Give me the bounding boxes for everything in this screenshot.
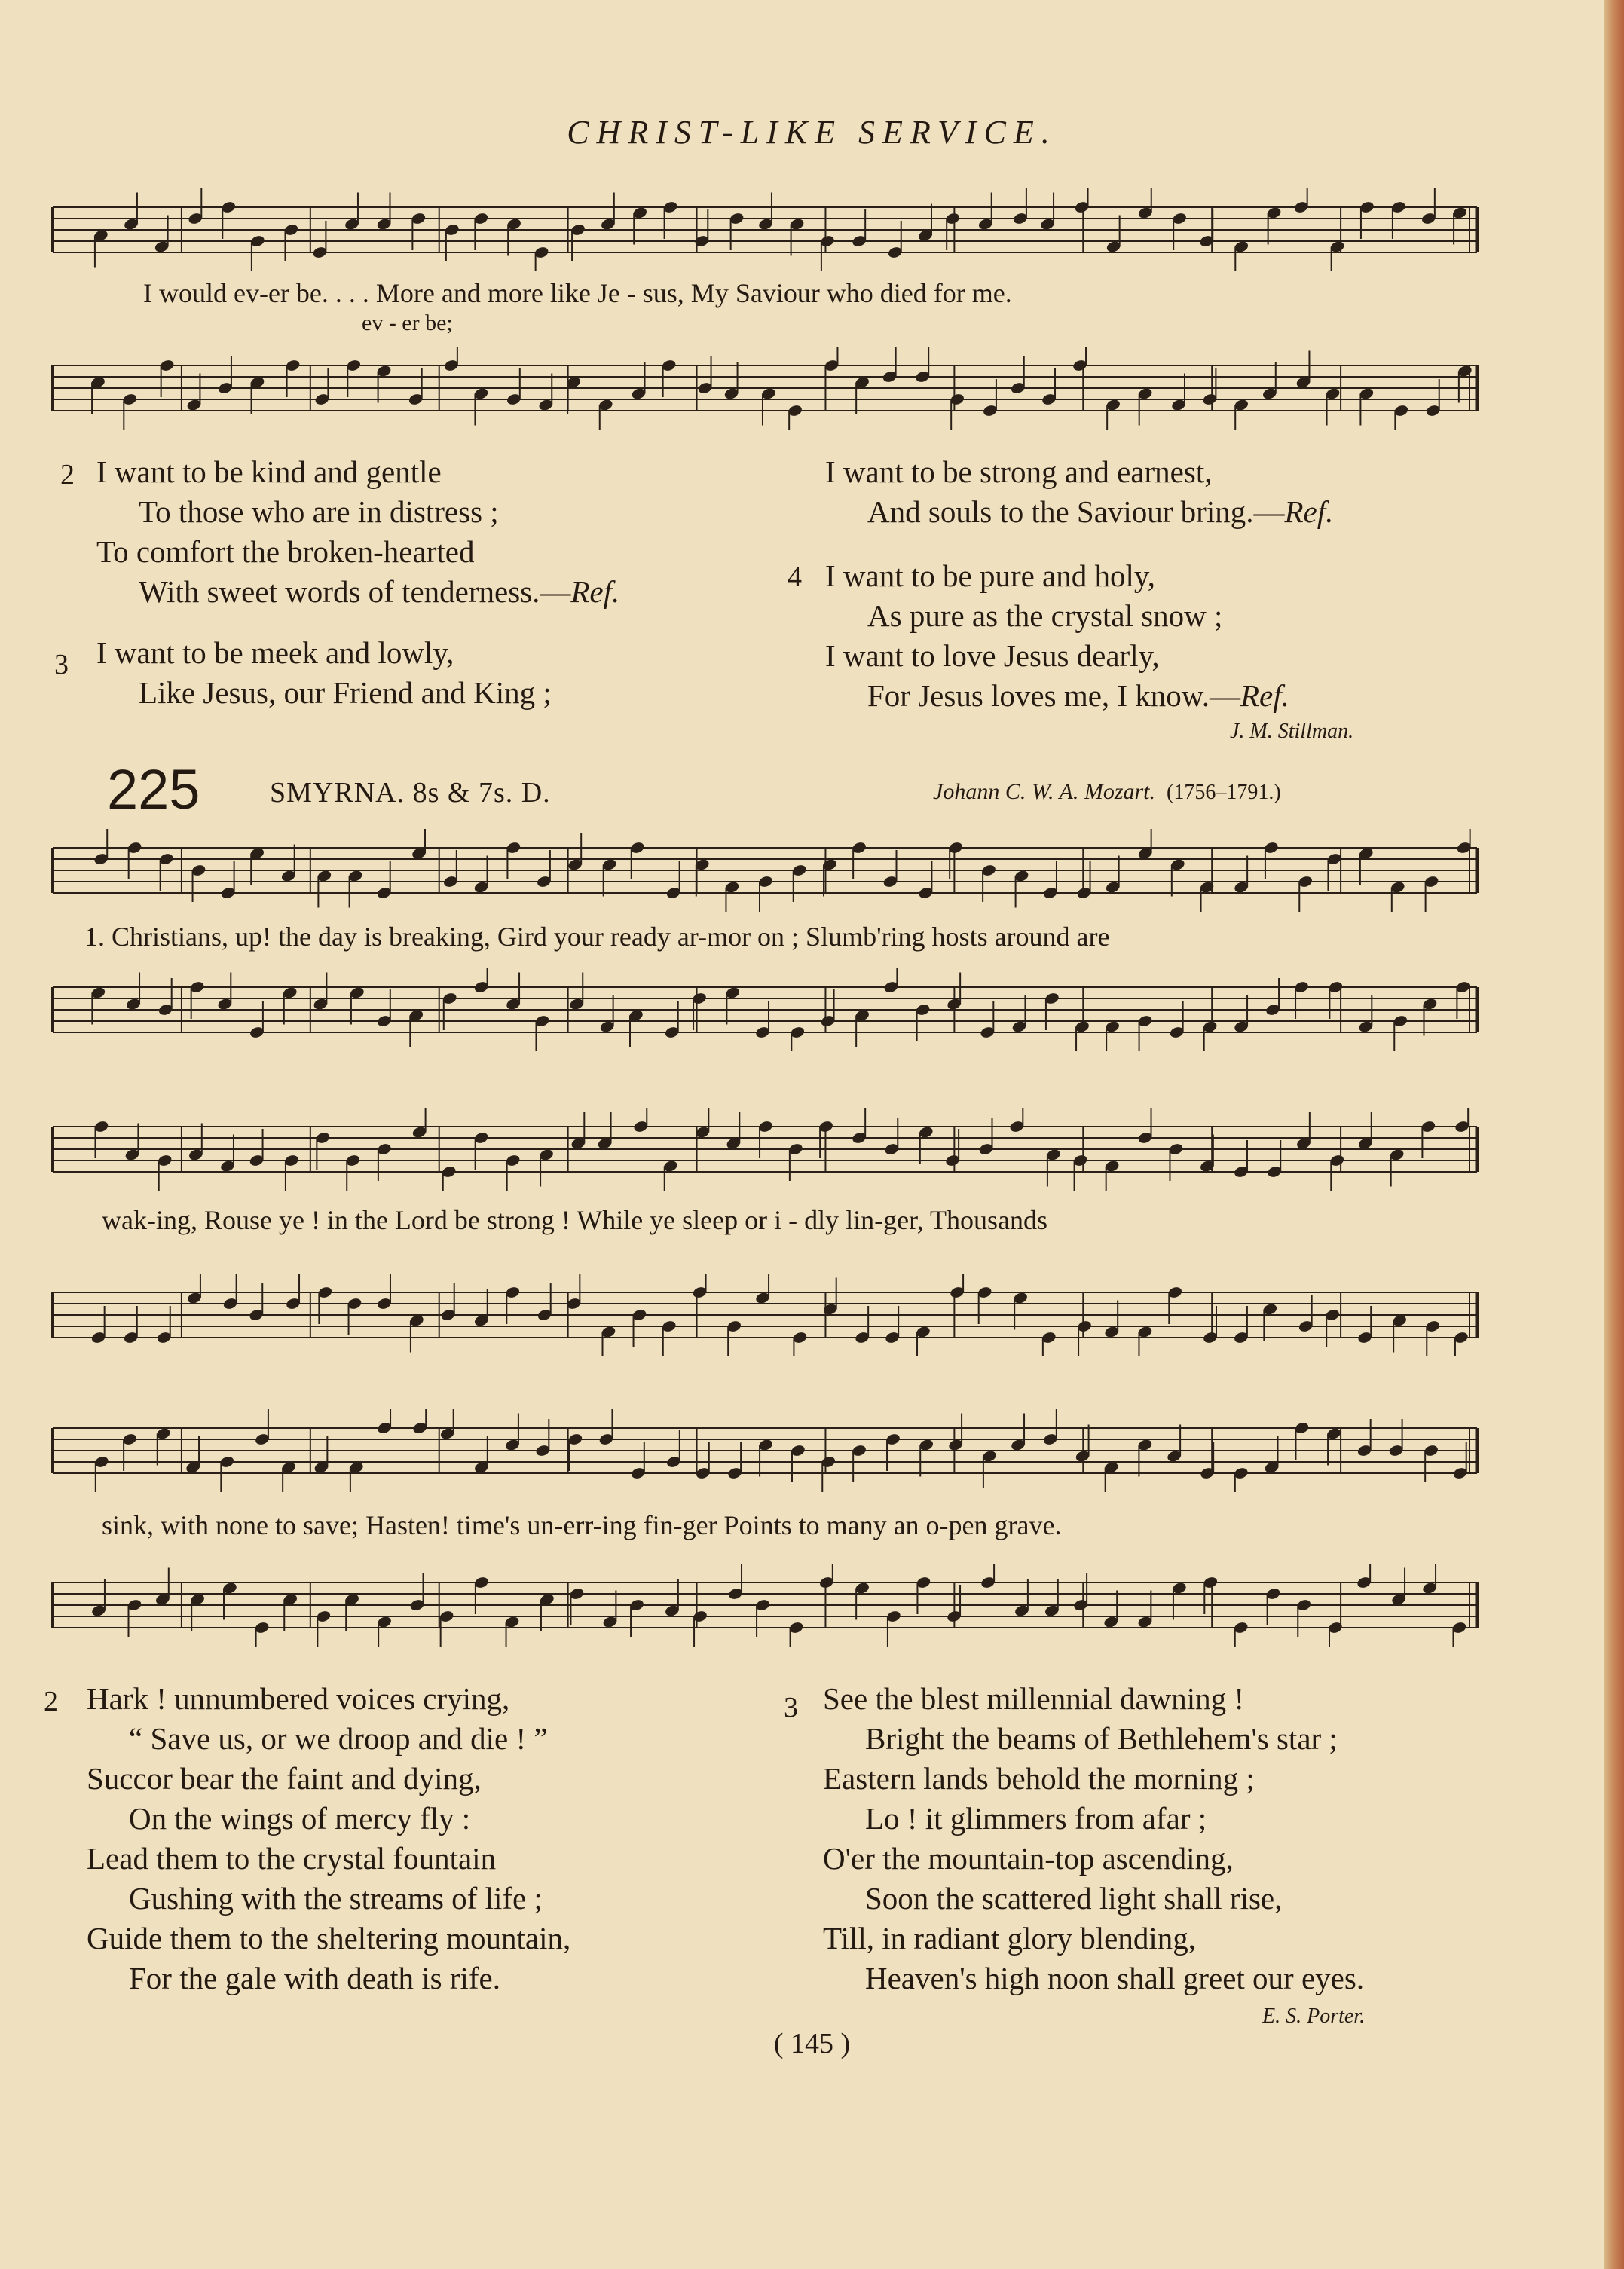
system-3-bass-staff [45, 1564, 1492, 1647]
hymn-verse-3: See the blest millennial dawning ! Bright the beams of Bethlehem's star ; Eastern lands behold the morning ; Lo ! it glimmers from afar ; O'er the mountain-top ascending, Soon the scattered light shall rise, Till, in radiant glory blending, Heaven's high noon shall greet our eyes. [823, 1681, 1365, 1995]
page-number: ( 145 ) [773, 2028, 851, 2060]
prev-verse-3-second-half: I want to be strong and earnest, And souls to the Saviour bring.—Ref. [825, 454, 1334, 529]
refrain-bass-staff [45, 347, 1492, 430]
page-edge [1604, 0, 1624, 2269]
refrain-lyric-soprano: I would ev-er be. . . . More and more like Je - sus, My Saviour who died for me. [143, 278, 1012, 308]
prev-verse-3-first-half: I want to be meek and lowly, Like Jesus, our Friend and King ; [96, 635, 552, 710]
system-1-bass-staff [45, 968, 1492, 1051]
system-1-lyric: 1. Christians, up! the day is breaking, Gird your ready ar-mor on ; Slumb'ring hosts around are [84, 922, 1110, 952]
hymn-author: E. S. Porter. [1262, 2004, 1366, 2028]
system-1-treble-staff [45, 829, 1492, 912]
tune-name: SMYRNA. 8s & 7s. D. [270, 777, 551, 809]
refrain-treble-staff [45, 188, 1492, 271]
hymn-number: 225 [107, 758, 200, 821]
hymn-verse-number-3: 3 [784, 1692, 798, 1723]
system-2-lyric: wak-ing, Rouse ye ! in the Lord be strong ! While ye sleep or i - dly lin-ger, Thousands [102, 1205, 1047, 1235]
system-3-treble-staff [45, 1409, 1492, 1492]
system-2-bass-staff [45, 1274, 1492, 1356]
verse-number-3: 3 [54, 649, 69, 680]
refrain-lyric-alto: ev - er be; [362, 310, 453, 335]
verse-number-4: 4 [788, 561, 802, 593]
hymn-verse-number-2: 2 [44, 1686, 58, 1717]
prev-hymn-author: J. M. Stillman. [1230, 720, 1354, 743]
prev-verse-4: I want to be pure and holy, As pure as the crystal snow ; I want to love Jesus dearly, For Jesus loves me, I know.—Ref. [825, 558, 1289, 713]
verse-number-2: 2 [60, 459, 75, 491]
composer: Johann C. W. A. Mozart. (1756–1791.) [933, 779, 1281, 804]
hymn-verse-2: Hark ! unnumbered voices crying, “ Save us, or we droop and die ! ” Succor bear the faint and dying, On the wings of mercy fly : Lead them to the crystal fountain Gushing with the streams of life ; Guide them to the sheltering mountain, For the gale with death is rife. [87, 1681, 571, 1995]
prev-verse-2: I want to be kind and gentle To those who are in distress ; To comfort the broken-hearted With sweet words of tenderness.—Ref. [96, 454, 620, 609]
system-3-lyric: sink, with none to save; Hasten! time's un-err-ing fin-ger Points to many an o-pen grave. [102, 1510, 1062, 1540]
page-title: CHRIST-LIKE SERVICE. [567, 114, 1057, 151]
system-2-treble-staff [45, 1108, 1492, 1191]
